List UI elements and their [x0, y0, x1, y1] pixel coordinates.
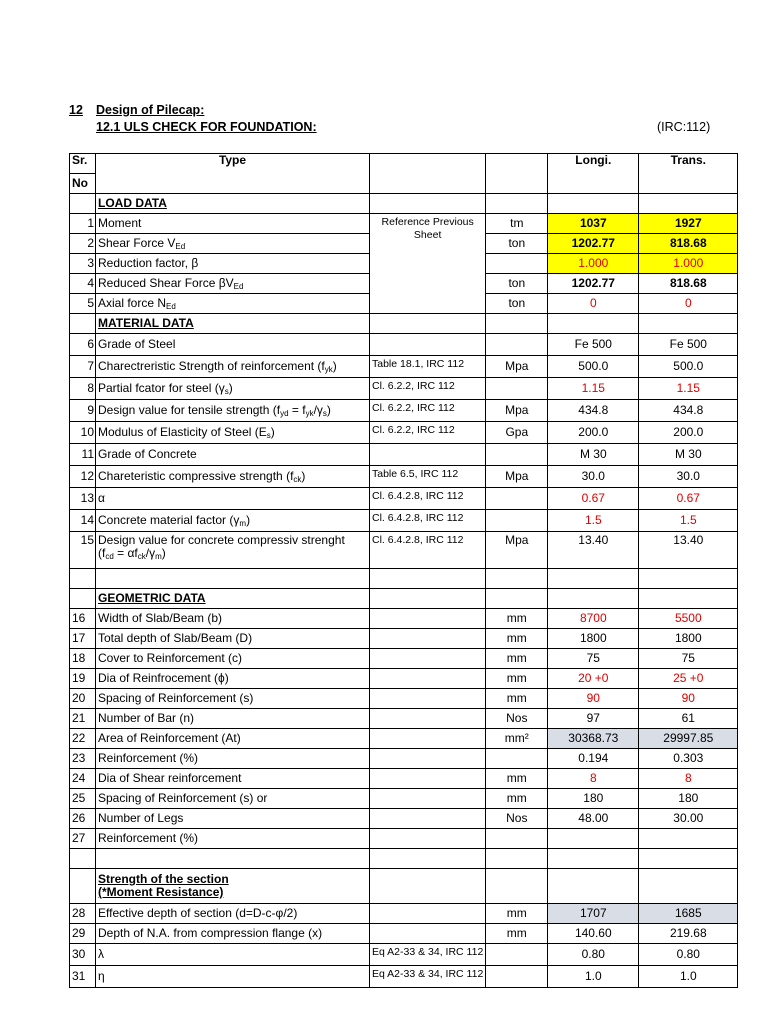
code-reference: (IRC:112) — [657, 120, 711, 134]
table-row: 12 Chareteristic compressive strength $(f_{ck})$ Table 6.5, IRC 112 Mpa 30.0 30.0 — [70, 466, 738, 488]
table-row: 10 Modulus of Elasticity of Steel $(E_s)$ Cl. 6.2.2, IRC 112 Gpa 200.0 200.0 — [70, 422, 738, 444]
table-row: 24 Dia of Shear reinforcement mm 8 8 — [70, 769, 738, 789]
table-row: 8 Partial fcator for steel $(\gamma_s)$ Cl. 6.2.2, IRC 112 1.15 1.15 — [70, 378, 738, 400]
table-row: 28 Effective depth of section (d=D-c-φ/2) mm 1707 1685 — [70, 904, 738, 924]
reference-previous-sheet: Reference Previous Sheet — [370, 214, 486, 314]
section-geometric-data: GEOMETRIC DATA — [96, 589, 370, 609]
header-trans: Trans. — [639, 154, 738, 194]
spacer-row — [70, 849, 738, 869]
header-sr: Sr. — [70, 154, 96, 174]
table-row: 9 Design value for tensile strength $(f_{yd} = f_{yk}/\gamma_s)$ Cl. 6.2.2, IRC 112 Mpa 434.8 434.8 — [70, 400, 738, 422]
table-row: 14 Concrete material factor $(\gamma_m)$ Cl. 6.4.2.8, IRC 112 1.5 1.5 — [70, 510, 738, 532]
header-longi: Longi. — [548, 154, 639, 194]
section-strength: Strength of the section — [98, 872, 229, 886]
header-no: No — [70, 174, 96, 194]
table-row: 17 Total depth of Slab/Beam (D) mm 1800 1800 — [70, 629, 738, 649]
section-material-data: MATERIAL DATA — [96, 314, 370, 334]
subsection-title: 12.1 ULS CHECK FOR FOUNDATION: — [96, 120, 317, 134]
section-row-material — [70, 314, 738, 334]
table-row: 31 η Eq A2-33 & 34, IRC 112 1.0 1.0 — [70, 966, 738, 988]
table-row: 21 Number of Bar (n) Nos 97 61 — [70, 709, 738, 729]
table-row: 6 Grade of Steel Fe 500 Fe 500 — [70, 334, 738, 356]
table-row: 16 Width of Slab/Beam (b) mm 8700 5500 — [70, 609, 738, 629]
table-row: 5 Axial force $N_{Ed}$ ton 0 0 — [70, 294, 738, 314]
table-row: 18 Cover to Reinforcement (c) mm 75 75 — [70, 649, 738, 669]
table-row: 19 Dia of Reinfrocement (ϕ) mm 20 +0 25 +0 — [70, 669, 738, 689]
table-header-row — [70, 154, 738, 174]
table-row: 22 Area of Reinforcement (At) mm² 30368.73 29997.85 — [70, 729, 738, 749]
table-row: 7 Charectreristic Strength of reinforcement $(f_{yk})$ Table 18.1, IRC 112 Mpa 500.0 500.0 — [70, 356, 738, 378]
table-row: 11 Grade of Concrete M 30 M 30 — [70, 444, 738, 466]
table-row: 4 Reduced Shear Force $\beta V_{Ed}$ ton 1202.77 818.68 — [70, 274, 738, 294]
design-table — [69, 153, 738, 988]
table-row: 3 Reduction factor, β 1.000 1.000 — [70, 254, 738, 274]
table-row: 27 Reinforcement (%) — [70, 829, 738, 849]
table-row: 30 λ Eq A2-33 & 34, IRC 112 0.80 0.80 — [70, 944, 738, 966]
header-type: Type — [96, 154, 370, 194]
section-row-strength — [70, 869, 738, 904]
table-row: 26 Number of Legs Nos 48.00 30.00 — [70, 809, 738, 829]
table-row: 1 Moment Reference Previous Sheet tm 1037 1927 — [70, 214, 738, 234]
table-row: 23 Reinforcement (%) 0.194 0.303 — [70, 749, 738, 769]
section-number: 12 — [69, 103, 83, 117]
section-row-geometric — [70, 589, 738, 609]
table-row: 20 Spacing of Reinforcement (s) mm 90 90 — [70, 689, 738, 709]
spacer-row — [70, 569, 738, 589]
section-load-data: LOAD DATA — [96, 194, 370, 214]
table-row: 29 Depth of N.A. from compression flange (x) mm 140.60 219.68 — [70, 924, 738, 944]
table-row: 25 Spacing of Reinforcement (s) or mm 180 180 — [70, 789, 738, 809]
table-row: 13 α Cl. 6.4.2.8, IRC 112 0.67 0.67 — [70, 488, 738, 510]
table-row: 15 Design value for concrete compressiv strenght $(f_{cd} = \alpha f_{ck}/\gamma_m)$ Cl. 6.4.2.8, IRC 112 Mpa 13.40 13.40 — [70, 532, 738, 569]
section-title: Design of Pilecap: — [96, 103, 205, 117]
table-row: 2 Shear Force $V_{Ed}$ ton 1202.77 818.68 — [70, 234, 738, 254]
section-strength-note: (*Moment Resistance) — [98, 885, 224, 899]
section-row-load — [70, 194, 738, 214]
